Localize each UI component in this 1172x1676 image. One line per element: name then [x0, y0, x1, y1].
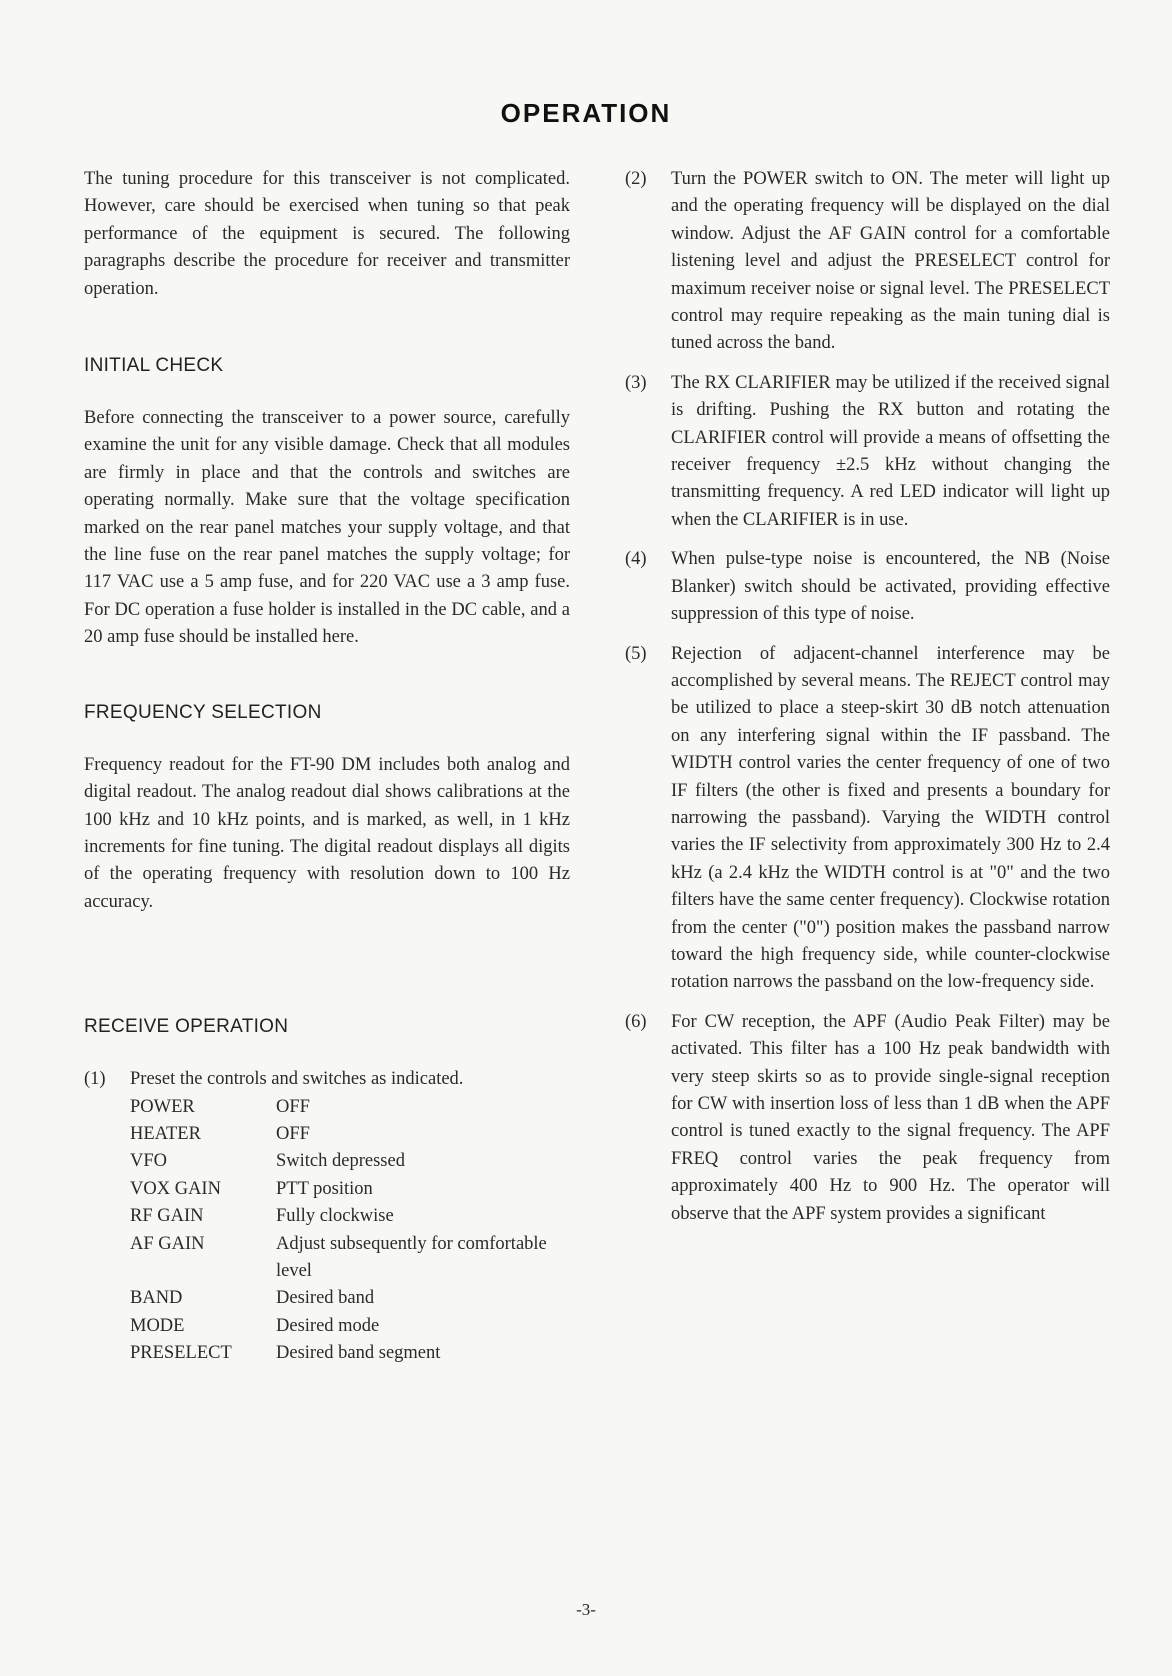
- left-column: [84, 166, 570, 1368]
- control-setting: Switch depressed: [276, 1151, 405, 1172]
- page-number: -3-: [576, 1600, 596, 1619]
- control-setting: Adjust subsequently for comfortable level: [276, 1233, 547, 1281]
- step-number: (6): [625, 1011, 647, 1032]
- frequency-selection-heading: FREQUENCY SELECTION: [84, 701, 322, 723]
- control-name: AF GAIN: [130, 1233, 205, 1254]
- control-name: VFO: [130, 1151, 168, 1172]
- receive-step-1: [84, 1066, 570, 1093]
- initial-check-heading: INITIAL CHECK: [84, 355, 224, 377]
- receive-operation-heading: RECEIVE OPERATION: [84, 1016, 289, 1038]
- control-setting: Fully clockwise: [276, 1206, 394, 1227]
- settings-row: [130, 1121, 566, 1148]
- settings-row: [130, 1285, 566, 1312]
- control-setting: OFF: [276, 1096, 310, 1117]
- control-name: RF GAIN: [130, 1206, 204, 1227]
- frequency-selection-paragraph: Frequency readout for the FT-90 DM includes both analog and digital readout. The analog readout dial shows calibrations at the 100 kHz and 10 kHz points, and is marked, as well, in 1 kHz increments for fine tuning. The digital readout displays all digits of the operating frequency with resolution down to 100 Hz accuracy.: [84, 754, 570, 912]
- settings-row: [130, 1340, 566, 1367]
- control-name: PRESELECT: [130, 1343, 232, 1364]
- preset-settings-table: [130, 1094, 566, 1368]
- settings-row: [130, 1203, 566, 1230]
- step-number: (3): [625, 372, 647, 393]
- settings-row: [130, 1148, 566, 1175]
- control-setting: Desired band: [276, 1288, 375, 1309]
- settings-row: [130, 1231, 566, 1286]
- step-text: Preset the controls and switches as indicated.: [130, 1069, 464, 1090]
- step-text: Rejection of adjacent-channel interference may be accomplished by several means. The REJECT control may be utilized to place a steep-skirt 30 dB notch attenuation on any interfering signal within the IF passband. The WIDTH control varies the center frequency of one of two IF filters (the other is fixed and presents a boundary for narrowing the passband). Varying the WIDTH control varies the IF selectivity from approximately 300 Hz to 2.4 kHz (a 2.4 kHz the WIDTH control is at "0" and the two filters have the same center frequency). Clockwise rotation from the center ("0") position makes the passband narrow toward the high frequency side, while counter-clockwise rotation narrows the passband on the low-frequency side.: [671, 643, 1110, 993]
- page-title: OPERATION: [500, 98, 672, 128]
- control-name: VOX GAIN: [130, 1178, 221, 1199]
- control-name: POWER: [130, 1096, 195, 1117]
- step-number: (1): [84, 1069, 106, 1090]
- control-setting: PTT position: [276, 1178, 373, 1199]
- initial-check-paragraph: Before connecting the transceiver to a power source, carefully examine the unit for any visible damage. Check that all modules are firmly in place and that the controls and switches are operating normally. Make sure that the voltage specification marked on the rear panel matches your supply voltage, and that the line fuse on the rear panel matches the supply voltage; for 117 VAC use a 5 amp fuse, and for 220 VAC use a 3 amp fuse. For DC operation a fuse holder is installed in the DC cable, and a 20 amp fuse should be installed here.: [84, 408, 570, 648]
- control-name: MODE: [130, 1315, 185, 1336]
- step-text: Turn the POWER switch to ON. The meter will light up and the operating frequency will be displayed on the dial window. Adjust the AF GAIN control for a comfortable listening level and adjust the PRESELECT control for maximum receiver noise or signal level. The PRESELECT control may require repeaking as the main tuning dial is tuned across the band.: [671, 169, 1110, 354]
- step-text: The RX CLARIFIER may be utilized if the received signal is drifting. Pushing the RX button and rotating the CLARIFIER control will provide a means of offsetting the receiver frequency ±2.5 kHz without changing the transmitting frequency. A red LED indicator will light up when the CLARIFIER is in use.: [671, 372, 1110, 530]
- control-name: HEATER: [130, 1123, 201, 1144]
- right-column: [625, 166, 1110, 1228]
- step-number: (4): [625, 549, 647, 570]
- intro-paragraph: The tuning procedure for this transceiver is not complicated. However, care should be exercised when tuning so that peak performance of the equipment is secured. The following paragraphs describe the procedure for receiver and transmitter operation.: [84, 169, 570, 299]
- settings-row: [130, 1176, 566, 1203]
- step-text: For CW reception, the APF (Audio Peak Filter) may be activated. This filter has a 100 Hz peak bandwidth with very steep skirts so as to provide single-signal reception for CW with insertion loss of less than 1 dB when the APF control is tuned exactly to the signal frequency. The APF FREQ control varies the peak frequency from approximately 400 Hz to 900 Hz. The operator will observe that the APF system provides a significant: [671, 1011, 1110, 1224]
- receive-step-6: [625, 1009, 1110, 1228]
- settings-row: [130, 1094, 566, 1121]
- receive-step-2: [625, 166, 1110, 358]
- step-text: When pulse-type noise is encountered, the NB (Noise Blanker) switch should be activated, providing effective suppression of this type of noise.: [671, 549, 1110, 625]
- step-number: (2): [625, 169, 647, 189]
- receive-step-3: [625, 370, 1110, 534]
- control-setting: Desired band segment: [276, 1343, 441, 1364]
- settings-row: [130, 1313, 566, 1340]
- receive-step-5: [625, 641, 1110, 997]
- control-name: BAND: [130, 1288, 183, 1309]
- step-number: (5): [625, 643, 647, 664]
- receive-step-4: [625, 546, 1110, 628]
- control-setting: OFF: [276, 1123, 310, 1144]
- control-setting: Desired mode: [276, 1315, 380, 1336]
